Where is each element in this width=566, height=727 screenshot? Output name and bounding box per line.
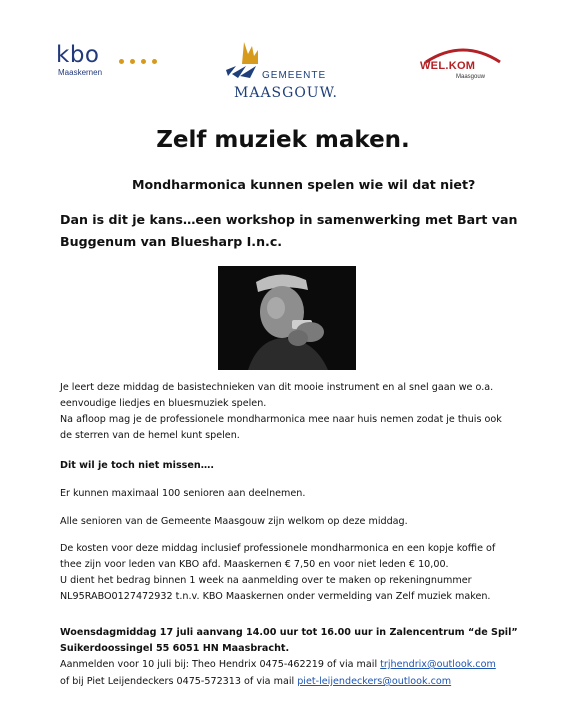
intro: Dan is dit je kans…een workshop in samenwerking met Bart van Buggenum van Bluesharp I.n.c.	[60, 212, 518, 249]
welkom-logo	[418, 44, 508, 78]
page-title: Zelf muziek maken.	[156, 127, 410, 153]
costs-line: thee zijn voor leden van KBO afd. Maaskernen € 7,50 en voor niet leden € 10,00.	[60, 559, 449, 570]
harmonica-player-image	[218, 266, 356, 370]
welcome-line: Alle senioren van de Gemeente Maasgouw zijn welkom op deze middag.	[60, 516, 408, 527]
paragraph-line: de sterren van de hemel kunt spelen.	[60, 430, 240, 441]
theo-email-link[interactable]: trjhendrix@outlook.com	[380, 659, 496, 670]
max-participants-line: Er kunnen maximaal 100 senioren aan deelnemen.	[60, 488, 306, 499]
paragraph-line: Je leert deze middag de basistechnieken van dit mooie instrument en al snel gaan we o.a.	[60, 382, 494, 393]
event-address-line: Suikerdoossingel 55 6051 HN Maasbracht.	[60, 643, 290, 654]
kbo-logo-word: kbo	[56, 42, 100, 68]
maasgouw-logo	[222, 40, 342, 106]
kbo-logo-sub: Maaskernen	[58, 68, 103, 77]
register-line-1	[60, 657, 530, 673]
musician-photo	[218, 266, 356, 370]
welkom-sub: Maasgouw	[456, 74, 486, 80]
logo-header	[0, 0, 566, 110]
welkom-word: WEL.KOM	[420, 60, 476, 72]
event-date-line: Woensdagmiddag 17 juli aanvang 14.00 uur tot 16.00 uur in Zalencentrum “de Spil”	[60, 627, 518, 638]
maasgouw-gemeente: GEMEENTE	[262, 70, 327, 81]
kbo-logo-dots	[119, 51, 163, 69]
register-1-text: Aanmelden voor 10 juli bij: Theo Hendrix 0475-462219 of via mail	[60, 659, 381, 670]
maasgouw-name: MAASGOUW.	[234, 85, 338, 101]
register-line-2	[60, 674, 530, 690]
kbo-logo	[56, 42, 103, 77]
costs-line: NL95RABO0127472932 t.n.v. KBO Maaskernen onder vermelding van Zelf muziek maken.	[60, 591, 491, 602]
costs-line: U dient het bedrag binnen 1 week na aanmelding over te maken op rekeningnummer	[60, 575, 472, 586]
dont-miss-line: Dit wil je toch niet missen….	[60, 460, 214, 471]
register-2-text: of bij Piet Leijendeckers 0475-572313 of via mail	[60, 676, 298, 687]
piet-email-link[interactable]: piet-leijendeckers@outlook.com	[297, 676, 452, 687]
subtitle: Mondharmonica kunnen spelen wie wil dat niet?	[132, 177, 476, 192]
costs-line: De kosten voor deze middag inclusief professionele mondharmonica en een kopje koffie of	[60, 543, 496, 554]
paragraph-line: Na afloop mag je de professionele mondharmonica mee naar huis nemen zodat je thuis ook	[60, 414, 502, 425]
paragraph-line: eenvoudige liedjes en bluesmuziek spelen.	[60, 398, 267, 409]
